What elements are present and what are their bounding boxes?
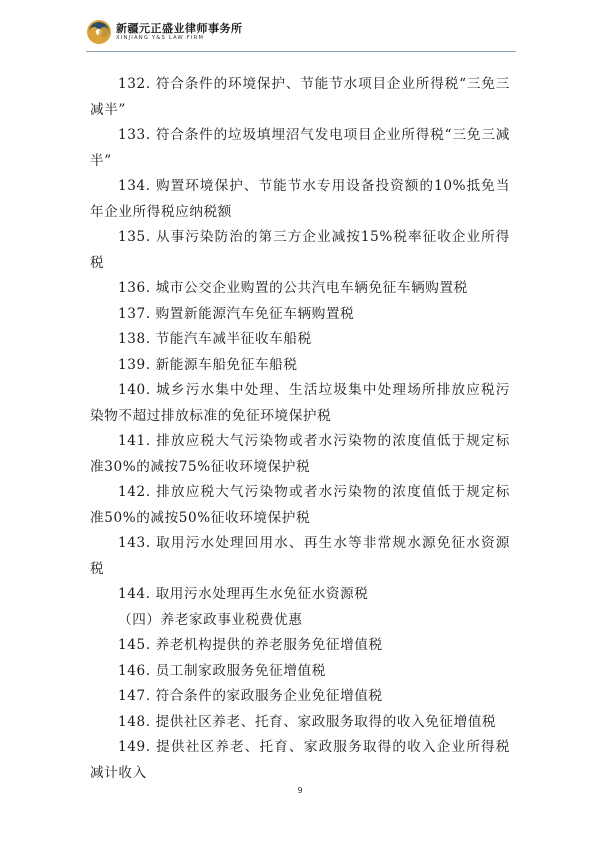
swirl-logo-icon [86,19,112,45]
list-item: 140. 城乡污水集中处理、生活垃圾集中处理场所排放应税污染物不超过排放标准的免征环境保护税 [90,382,510,424]
list-item: 145. 养老机构提供的养老服务免征增值税 [118,637,383,653]
list-item: 148. 提供社区养老、托育、家政服务取得的收入免征增值税 [118,713,497,730]
list-item: 149. 提供社区养老、托育、家政服务取得的收入企业所得税减计收入 [90,739,510,781]
section-heading: （四）养老家政事业税费优惠 [118,611,303,628]
list-item: 137. 购置新能源汽车免征车辆购置税 [118,305,355,322]
page-number: 9 [297,786,303,795]
list-item: 132. 符合条件的环境保护、节能节水项目企业所得税“三免三减半” [90,76,510,118]
list-item: 147. 符合条件的家政服务企业免征增值税 [118,688,383,704]
list-item: 133. 符合条件的垃圾填埋沼气发电项目企业所得税“三免三减半” [90,127,510,169]
header-divider [86,51,516,52]
list-item: 139. 新能源车船免征车船税 [118,356,298,373]
firm-name-cn: 新疆元正盛业律师事务所 [116,22,243,35]
document-body [90,72,510,786]
firm-name-en: XINJIANG Y&S LAW FIRM [116,35,205,41]
list-item: 134. 购置环境保护、节能节水专用设备投资额的10%抵免当年企业所得税应纳税额 [90,178,510,220]
list-item: 136. 城市公交企业购置的公共汽电车辆免征车辆购置税 [118,280,468,296]
list-item: 138. 节能汽车减半征收车船税 [118,331,312,347]
list-item: 144. 取用污水处理再生水免征水资源税 [118,586,369,602]
list-item: 146. 员工制家政服务免征增值税 [118,662,326,679]
document-header [86,16,516,52]
list-item: 143. 取用污水处理回用水、再生水等非常规水源免征水资源税 [90,535,510,577]
list-item: 142. 排放应税大气污染物或者水污染物的浓度值低于规定标准50%的减按50%征收环境保护税 [90,484,510,526]
list-item: 141. 排放应税大气污染物或者水污染物的浓度值低于规定标准30%的减按75%征收环境保护税 [90,433,510,475]
list-item: 135. 从事污染防治的第三方企业减按15%税率征收企业所得税 [90,229,510,271]
